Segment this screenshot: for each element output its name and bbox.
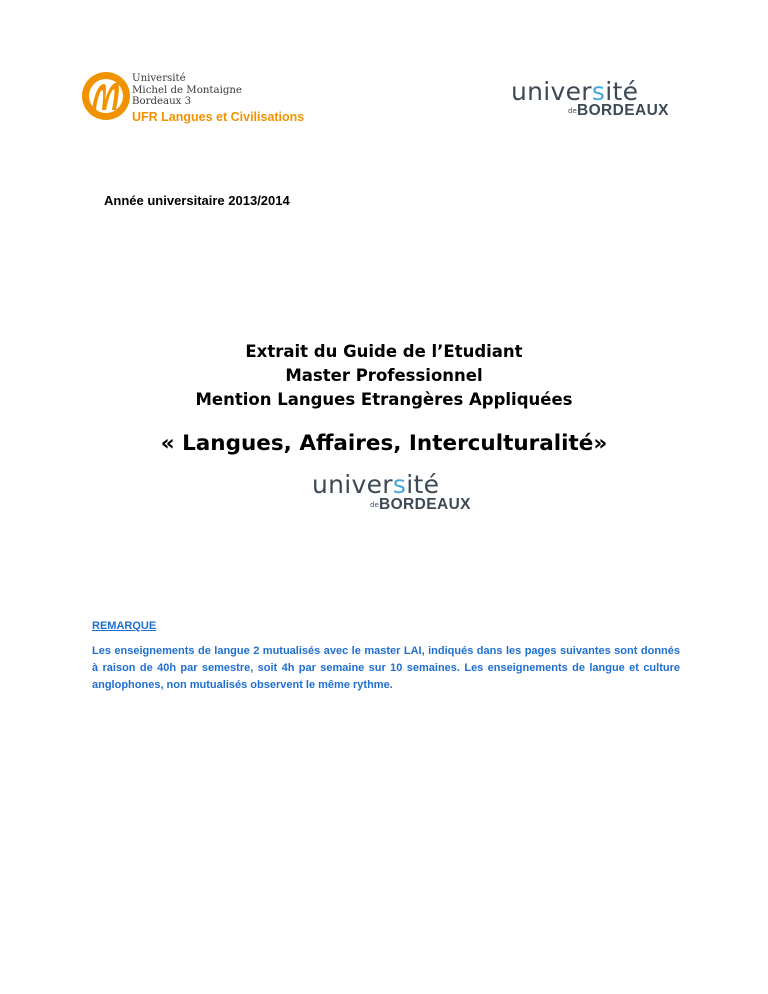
logo-word-start: univer: [312, 470, 393, 499]
montaigne-logo: [80, 70, 305, 126]
logo-de: de: [370, 501, 379, 509]
program-title: « Langues, Affaires, Interculturalité»: [160, 431, 608, 456]
title-line-1: Extrait du Guide de l’Etudiant: [245, 342, 523, 361]
remark-heading: REMARQUE: [92, 620, 157, 632]
montaigne-line-3: Bordeaux 3: [132, 96, 192, 107]
logo-de: de: [568, 107, 577, 115]
logo-word-end: ité: [605, 77, 639, 106]
title-line-3: Mention Langues Etrangères Appliquées: [195, 390, 573, 409]
montaigne-m-icon: [80, 70, 132, 122]
montaigne-line-1: Université: [132, 73, 186, 84]
title-line-2: Master Professionnel: [285, 366, 483, 385]
logo-word-accent: s: [392, 470, 407, 499]
document-title: [0, 340, 768, 412]
logo-city: BORDEAUX: [577, 102, 669, 119]
universite-bordeaux-logo-center: [312, 470, 471, 516]
logo-city: BORDEAUX: [379, 496, 471, 513]
logo-word-start: univer: [511, 77, 592, 106]
montaigne-name: [132, 73, 242, 108]
universite-bordeaux-logo: [511, 77, 669, 121]
remark-body: Les enseignements de langue 2 mutualisés avec le master LAI, indiqués dans les pages suivantes sont donnés à raison de 40h par semestre, soit 4h par semaine sur 10 semaines. Les enseignements de langue et culture anglophones, non mutualisés observent le même rythme.: [92, 645, 680, 691]
logo-word-end: ité: [406, 470, 440, 499]
logo-word: [312, 472, 439, 498]
ufr-label: UFR Langues et Civilisations: [132, 110, 305, 124]
logo-word-accent: s: [591, 77, 606, 106]
montaigne-line-2: Michel de Montaigne: [132, 84, 242, 96]
academic-year: Année universitaire 2013/2014: [104, 193, 290, 208]
